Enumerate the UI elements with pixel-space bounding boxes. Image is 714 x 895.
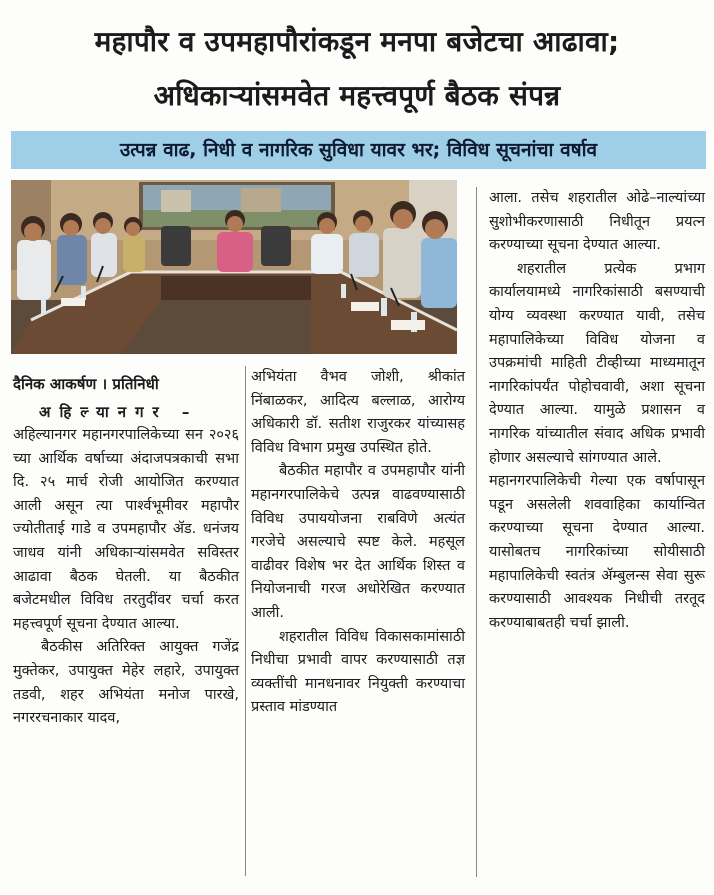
meeting-photo (11, 180, 457, 354)
meeting-photo-illustration (11, 180, 457, 354)
byline: दैनिक आकर्षण । प्रतिनिधी (13, 375, 159, 393)
subheadline-banner: उत्पन्न वाढ, निधी व नागरिक सुविधा यावर भर; विविध सूचनांचा वर्षाव (11, 131, 706, 169)
article-column-1 (13, 372, 239, 731)
paragraph: महानगरपालिकेची गेल्या एक वर्षापासून पडून असलेली शववाहिका कार्यान्वित करण्याच्या सूचना देण्यात आल्या. यासोबतच नागरिकांच्या सोयीसाठी महापालिकेची स्वतंत्र ॲम्बुलन्स सेवा सुरू करण्यासाठी आवश्यक निधीची तरतूद करण्याबाबतही चर्चा झाली. (489, 473, 705, 631)
paragraph: आला. तसेच शहरातील ओढे–नाल्यांच्या सुशोभीकरणासाठी निधीतून प्रयत्न करण्याच्या सूचना देण्यात आल्या. (489, 190, 705, 254)
paragraph: अहिल्यानगर महानगरपालिकेच्या सन २०२६ च्या आर्थिक वर्षाच्या अंदाजपत्रकाची सभा दि. २५ मार्च रोजी आयोजित करण्यात आली असून त्या पार्श्वभूमीवर महापौर ज्योतीताई गाडे व उपमहापौर ॲड. धनंजय जाधव यांनी अधिकाऱ्यांसमवेत सविस्तर आढावा बैठक घेतली. या बैठकीत बजेटमधील विविध तरतुदींवर चर्चा करत महत्त्वपूर्ण सूचना देण्यात आल्या. (13, 427, 239, 632)
headline-line-1: महापौर व उपमहापौरांकडून मनपा बजेटचा आढावा; (94, 25, 620, 58)
column-divider (476, 187, 477, 877)
headline-line-2: अधिकाऱ्यांसमवेत महत्त्वपूर्ण बैठक संपन्न (153, 79, 561, 112)
article-column-2 (251, 366, 465, 720)
dateline: अहिल्यानगर – (39, 403, 199, 421)
paragraph: शहरातील प्रत्येक प्रभाग कार्यालयामध्ये नागरिकांसाठी बसण्याची योग्य व्यवस्था करण्यात यावी, तसेच महापालिकेच्या विविध योजना व उपक्रमांची माहिती टीव्हीच्या माध्यमातून नागरिकांपर्यंत पोहोचवावी, अशा सूचना देण्यात आल्या. यामुळे प्रशासन व नागरिक यांच्यातील संवाद अधिक प्रभावी होणार असल्याचे सांगण्यात आले. (489, 260, 705, 466)
column-divider (245, 366, 246, 876)
paragraph: अभियंता वैभव जोशी, श्रीकांत निंबाळकर, आदित्य बल्लाळ, आरोग्य अधिकारी डॉ. सतीश राजुरकर यांच्यासह विविध विभाग प्रमुख उपस्थित होते. (251, 369, 465, 456)
article-column-3 (489, 187, 705, 635)
paragraph: बैठकीस अतिरिक्त आयुक्त गजेंद्र मुक्तेकर, उपायुक्त मेहेर लहारे, उपायुक्त तडवी, शहर अभियंता मनोज पारखे, नगररचनाकार यादव, (13, 639, 239, 727)
paragraph: शहरातील विविध विकासकामांसाठी निधीचा प्रभावी वापर करण्यासाठी तज्ञ व्यक्तींची मानधनावर नियुक्ती करण्याचा प्रस्ताव मांडण्यात (251, 628, 465, 716)
paragraph: बैठकीत महापौर व उपमहापौर यांनी महानगरपालिकेचे उत्पन्न वाढवण्यासाठी विविध उपाययोजना राबविणे अत्यंत गरजेचे असल्याचे स्पष्ट केले. महसूल वाढीवर विशेष भर देत आर्थिक शिस्त व नियोजनाची गरज अधोरेखित करण्यात आली. (251, 463, 465, 621)
